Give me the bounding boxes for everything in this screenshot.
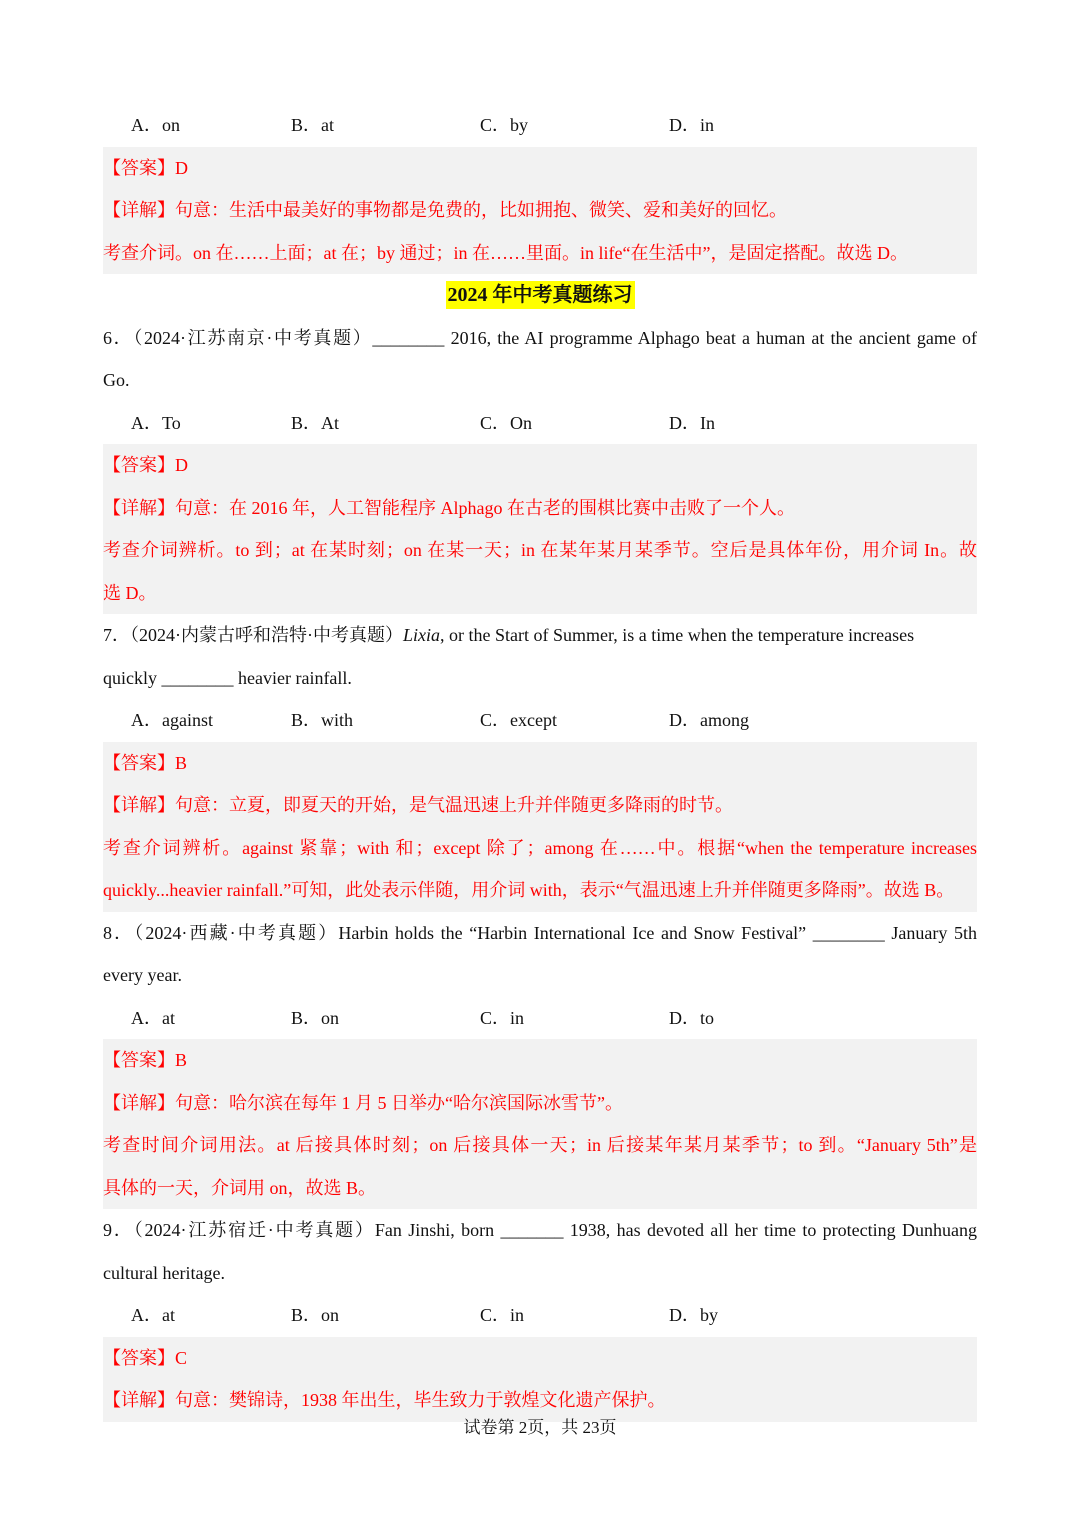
answer-options: [103, 104, 977, 147]
option-a: A．To: [131, 412, 181, 433]
answer-line: 【答案】D: [103, 157, 188, 178]
question-text: Go.: [103, 370, 130, 390]
option-c: C．except: [480, 710, 557, 730]
question-text: , or the Start of Summer, is a time when the temperature increases: [440, 625, 915, 645]
answer-options: [103, 1294, 977, 1337]
section-heading: [103, 274, 977, 317]
option-d: D．to: [669, 1007, 714, 1028]
answer-options: [103, 699, 977, 742]
question-line: [103, 359, 977, 402]
option-b: B．with: [291, 710, 354, 730]
answer-options: [103, 997, 977, 1040]
question-text: quickly ________ heavier rainfall.: [103, 667, 352, 688]
question-line: [103, 912, 977, 955]
option-a: A．against: [131, 710, 213, 730]
explanation-line: quickly...heavier rainfall.”可知，此处表示伴随，用介词 with，表示“气温迅速上升并伴随更多降雨”。故选 B。: [103, 880, 955, 900]
explanation-line: 【详解】句意：樊锦诗，1938 年出生，毕生致力于敦煌文化遗产保护。: [103, 1390, 666, 1410]
option-b: B．on: [291, 1305, 340, 1325]
document-body: [103, 104, 977, 1422]
option-d: D．among: [669, 710, 749, 730]
question-text: every year.: [103, 965, 182, 985]
option-a: A．on: [131, 115, 180, 135]
option-b: B．At: [291, 412, 340, 433]
explanation-line: 【详解】句意：生活中最美好的事物都是免费的，比如拥抱、微笑、爱和美好的回忆。: [103, 200, 787, 220]
question-line: [103, 954, 977, 997]
question-text: 9．（2024·江苏宿迁·中考真题）Fan Jinshi, born _______ 1938, has devoted all her time to protecting Dunhuang: [103, 1220, 977, 1240]
section-heading-text: 2024 年中考真题练习: [446, 281, 635, 309]
option-d: D．In: [669, 412, 715, 433]
page-footer: 试卷第 2页，共 23页: [463, 1418, 617, 1437]
explanation-line: 考查介词。on 在……上面；at 在；by 通过；in 在……里面。in life“在生活中”，是固定搭配。故选 D。: [103, 242, 908, 263]
question: [103, 614, 977, 699]
explanation-line: 考查介词辨析。against 紧靠；with 和；except 除了；among 在……中。根据“when the temperature increases: [103, 837, 977, 858]
question-text: cultural heritage.: [103, 1262, 225, 1283]
option-c: C．On: [480, 412, 533, 433]
option-c: C．by: [480, 115, 529, 135]
option-b: B．at: [291, 115, 334, 135]
answer-explanation-box: [103, 742, 977, 912]
question-text: 6．（2024·江苏南京·中考真题）________ 2016, the AI programme Alphago beat a human at the ancient game of: [103, 327, 977, 348]
answer-line: 【答案】C: [103, 1347, 188, 1368]
answer-line: 【答案】B: [103, 1050, 188, 1070]
option-a: A．at: [131, 1007, 175, 1028]
option-d: D．by: [669, 1305, 718, 1325]
question-line: [103, 657, 977, 700]
question-line: [103, 317, 977, 360]
question-text: 7．（2024·内蒙古呼和浩特·中考真题）: [103, 625, 403, 645]
question-text: Lixia: [403, 625, 441, 645]
question-text: 8．（2024·西藏·中考真题）Harbin holds the “Harbin International Ice and Snow Festival” ________ January 5th: [103, 922, 977, 943]
explanation-line: 考查时间介词用法。at 后接具体时刻；on 后接具体一天；in 后接某年某月某季节；to 到。“January 5th”是: [103, 1135, 977, 1155]
answer-explanation-box: [103, 1337, 977, 1422]
option-c: C．in: [480, 1007, 525, 1028]
explanation-line: 选 D。: [103, 582, 157, 603]
explanation-line: 【详解】句意：哈尔滨在每年 1 月 5 日举办“哈尔滨国际冰雪节”。: [103, 1092, 623, 1113]
question-line: [103, 1252, 977, 1295]
question-line: [103, 614, 977, 657]
answer-options: [103, 402, 977, 445]
option-c: C．in: [480, 1305, 525, 1325]
option-b: B．on: [291, 1007, 340, 1028]
question-line: [103, 1209, 977, 1252]
question: [103, 912, 977, 997]
explanation-line: 具体的一天，介词用 on，故选 B。: [103, 1177, 377, 1198]
answer-explanation-box: [103, 444, 977, 614]
answer-explanation-box: [103, 1039, 977, 1209]
answer-line: 【答案】D: [103, 455, 188, 475]
answer-explanation-box: [103, 147, 977, 275]
option-a: A．at: [131, 1305, 175, 1325]
option-d: D．in: [669, 115, 714, 135]
explanation-line: 【详解】句意：在 2016 年，人工智能程序 Alphago 在古老的围棋比赛中击败了一个人。: [103, 497, 795, 518]
explanation-line: 【详解】句意：立夏，即夏天的开始，是气温迅速上升并伴随更多降雨的时节。: [103, 795, 733, 815]
question: [103, 1209, 977, 1294]
explanation-line: 考查介词辨析。to 到；at 在某时刻；on 在某一天；in 在某年某月某季节。空后是具体年份，用介词 In。故: [103, 540, 977, 560]
answer-line: 【答案】B: [103, 752, 188, 773]
question: [103, 317, 977, 402]
